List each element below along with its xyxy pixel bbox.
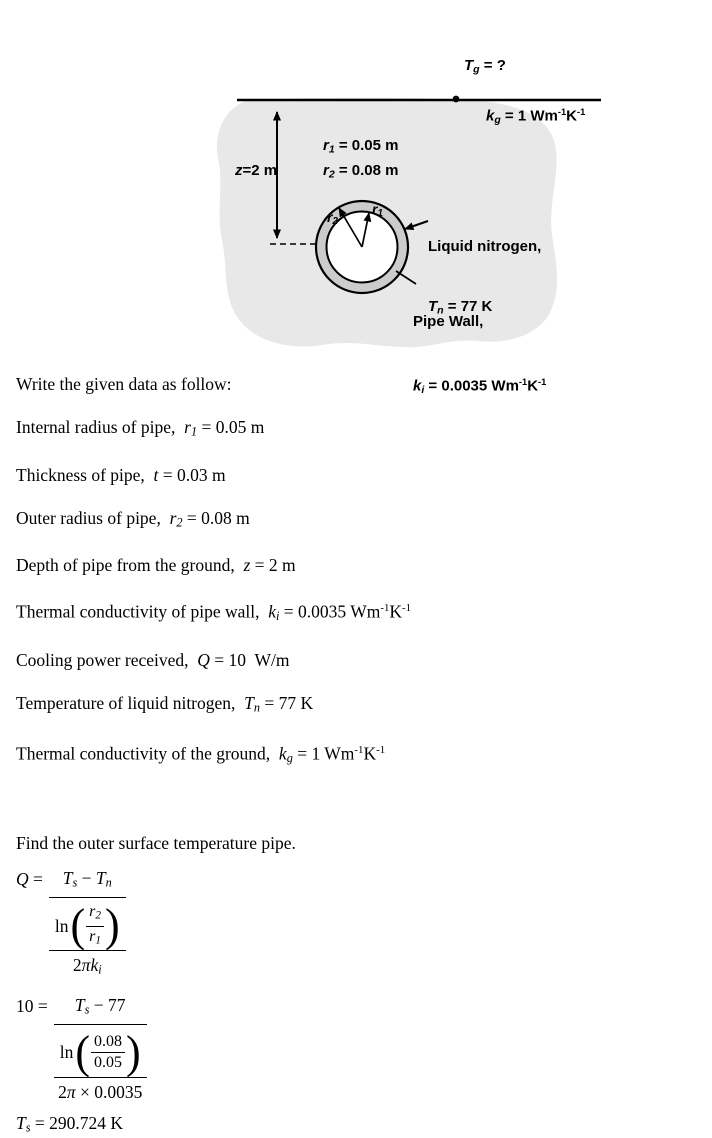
r1-arrow-label: r1 xyxy=(372,199,383,224)
equation1-fraction xyxy=(49,867,126,980)
r1-value-label: r1 = 0.05 m xyxy=(323,136,398,159)
given-outer-radius: Outer radius of pipe, r2 = 0.08 m xyxy=(16,508,712,534)
equation1-numerator: Ts − Tn xyxy=(49,867,126,898)
liquid-nitrogen-line1: Liquid nitrogen, xyxy=(428,237,541,257)
equation2-inner-fraction xyxy=(54,1029,147,1103)
given-cooling-power: Cooling power received, Q = 10 W/m xyxy=(16,650,712,671)
pipe-wall-label xyxy=(413,272,546,440)
solution-text xyxy=(0,374,712,1138)
given-pipe-wall-conductivity: Thermal conductivity of pipe wall, ki = 0.0035 $Wm^{-1}K^{-1}$ xyxy=(16,598,712,627)
given-internal-radius: Internal radius of pipe, r1 = 0.05 m xyxy=(16,417,712,443)
intro-line: Write the given data as follow: xyxy=(16,374,712,395)
ground-surface-temp-label: Tg = ? xyxy=(464,56,506,79)
surface-point xyxy=(453,96,460,103)
equation1-2pik-term: 2πki xyxy=(49,951,126,981)
given-depth: Depth of pipe from the ground, z = 2 m xyxy=(16,555,712,576)
equation1-denominator xyxy=(49,898,126,981)
radius-ratio-denominator: 0.05 xyxy=(91,1053,125,1072)
equation-symbolic xyxy=(16,867,712,980)
ln-operator: ln xyxy=(60,1042,74,1063)
close-paren: ) xyxy=(105,902,120,950)
pipe-wall-line1: Pipe Wall, xyxy=(413,312,546,332)
result-surface-temperature: Ts = 290.724 K xyxy=(16,1112,712,1138)
equation2-lhs: 10 = xyxy=(16,994,48,1018)
equation2-2pik-term: 2π × 0.0035 xyxy=(54,1078,147,1103)
equation2-fraction xyxy=(54,994,147,1103)
equation-numeric xyxy=(16,994,712,1103)
ground-conductivity-label: kg = 1 $Wm^{-1}K^{-1}$ xyxy=(486,102,585,130)
close-paren: ) xyxy=(126,1028,141,1076)
given-ground-conductivity: Thermal conductivity of the ground, kg = 1 $Wm^{-1}K^{-1}$ xyxy=(16,740,712,769)
given-thickness: Thickness of pipe, t = 0.03 m xyxy=(16,465,712,486)
given-nitrogen-temperature: Temperature of liquid nitrogen, Tn = 77 K xyxy=(16,693,712,719)
find-statement: Find the outer surface temperature pipe. xyxy=(16,833,712,854)
equation1-ln-term xyxy=(49,902,126,951)
equation2-radius-ratio xyxy=(91,1033,125,1072)
r2-value-label: r2 = 0.08 m xyxy=(323,161,398,184)
buried-pipe-diagram xyxy=(0,0,712,360)
open-paren: ( xyxy=(71,902,86,950)
equation2-numerator: Ts − 77 xyxy=(54,994,147,1025)
equation1-lhs: Q = xyxy=(16,867,43,891)
radius-ratio-numerator: r2 xyxy=(86,903,104,926)
equation1-inner-fraction xyxy=(49,902,126,981)
liquid-nitrogen-line2: Tn = 77 K xyxy=(428,297,541,320)
radius-ratio-numerator: 0.08 xyxy=(91,1033,125,1053)
depth-label: z=2 m xyxy=(235,161,277,181)
equation2-ln-term xyxy=(54,1029,147,1078)
ln-operator: ln xyxy=(55,916,69,937)
r2-arrow-label: r2 xyxy=(327,207,338,232)
equation1-radius-ratio xyxy=(86,903,104,949)
radius-ratio-denominator: r1 xyxy=(86,927,104,949)
equation2-denominator xyxy=(54,1025,147,1103)
open-paren: ( xyxy=(75,1028,90,1076)
pipe-wall-line2: ki = 0.0035 $Wm^{-1}K^{-1}$ xyxy=(413,372,546,400)
